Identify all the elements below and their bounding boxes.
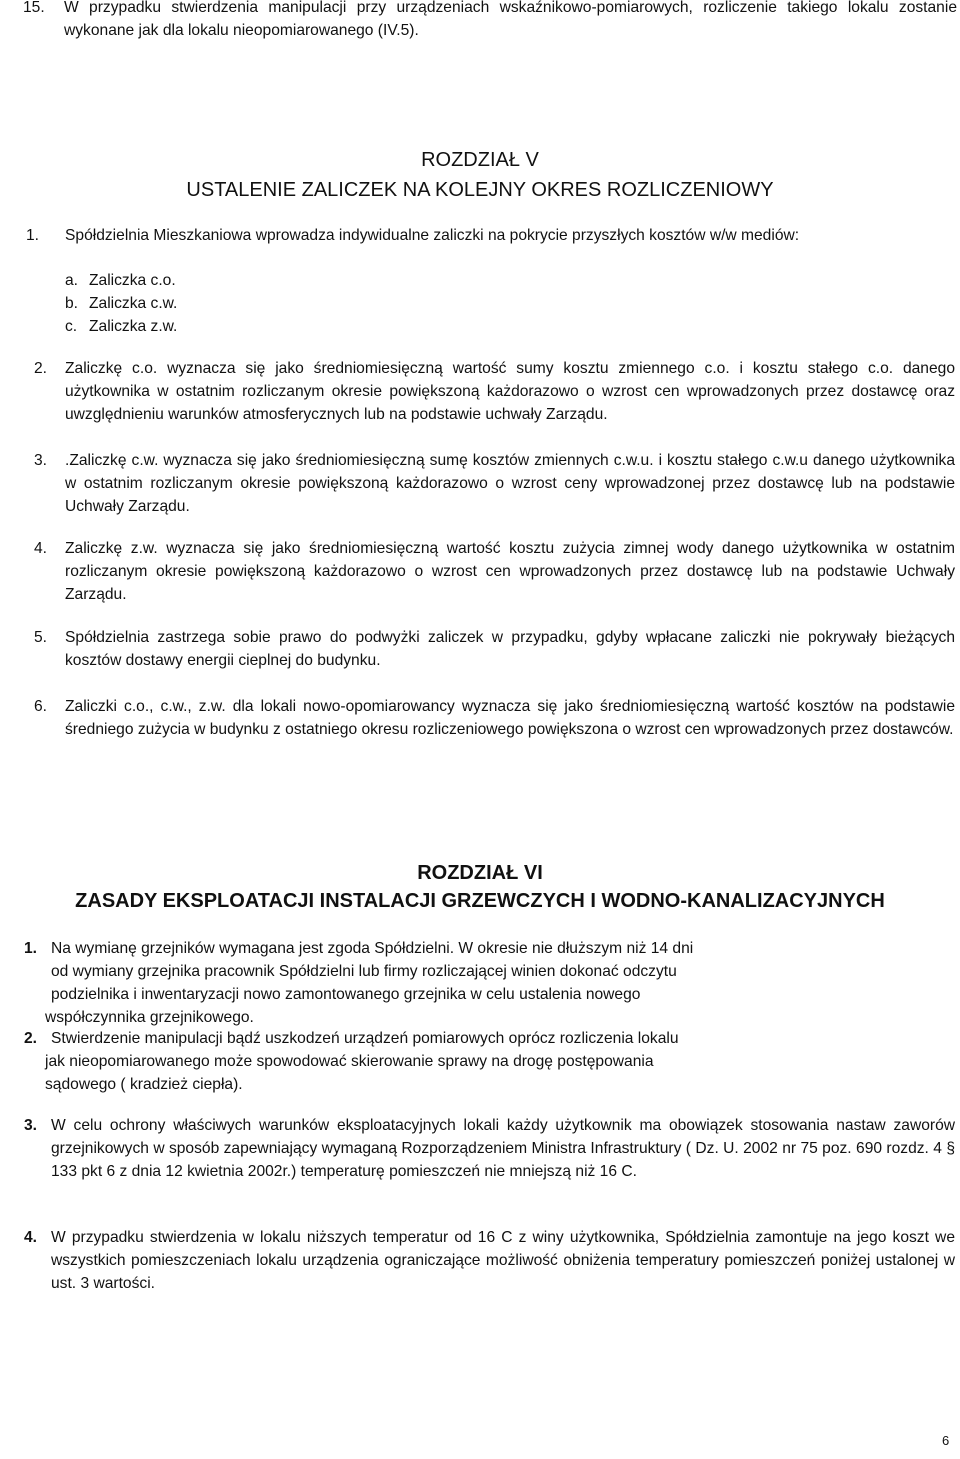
subitem-text: Zaliczka c.w. [89,295,178,312]
item-text: W przypadku stwierdzenia w lokalu niższych temperatur od 16 C z winy użytkownika, Spółdzielnia zamontuje na jego koszt we wszystkich pomieszczeniach lokalu urządzenia ograniczające możliwość obniżenia temperatury pomieszczeń poniżej ustalonej w ust. 3 wartości. [51,1229,955,1292]
item-number: 3. [24,1117,38,1134]
chapter-6-subtitle: ZASADY EKSPLOATACJI INSTALACJI GRZEWCZYCH I WODNO-KANALIZACYJNYCH [75,890,885,912]
subitem-letter: a. [65,272,79,289]
item-number: 6. [34,698,48,715]
item-line: Na wymianę grzejników wymagana jest zgoda Spółdzielni. W okresie nie dłuższym niż 14 dni [51,940,694,957]
item-number: 1. [24,940,38,957]
subitem-a [65,269,176,292]
paragraph-15 [23,0,957,42]
paragraph-number: 15. [23,0,45,16]
subitem-letter: c. [65,318,78,335]
item-line: podzielnika i inwentaryzacji nowo zamontowanego grzejnika w celu ustalenia nowego [51,986,641,1003]
subitem-c [65,315,177,338]
chapter-5-title: ROZDZIAŁ V [421,149,539,171]
item-text: Spółdzielnia zastrzega sobie prawo do podwyżki zaliczek w przypadku, gdyby wpłacane zaliczki nie pokrywały bieżących kosztów dostawy energii cieplnej do budynku. [65,629,955,669]
item-number: 2. [24,1030,38,1047]
item-text: Zaliczkę z.w. wyznacza się jako średniomiesięczną wartość kosztu zużycia zimnej wody danego użytkownika w ostatnim rozliczanym okresie powiększoną każdorazowo o wzrost cen wprowadzonych przez dostawcę lub na podstawie Uchwały Zarządu. [65,540,955,603]
item-number: 3. [34,452,48,469]
subitem-b [65,292,177,315]
chapter-5-item-1 [26,224,957,247]
chapter-5-subtitle: USTALENIE ZALICZEK NA KOLEJNY OKRES ROZLICZENIOWY [186,179,774,201]
subitem-text: Zaliczka z.w. [89,318,178,335]
item-number: 5. [34,629,48,646]
subitem-letter: b. [65,295,79,312]
item-line: Stwierdzenie manipulacji bądź uszkodzeń urządzeń pomiarowych oprócz rozliczenia lokalu [51,1030,679,1047]
item-text: Zaliczki c.o., c.w., z.w. dla lokali nowo-opomiarowancy wyznacza się jako średniomiesięczną wartość kosztów na podstawie średniego zużycia w budynku z ostatniego okresu rozliczeniowego powiększona o wzrost cen wprowadzonych przez dostawców. [65,698,955,738]
item-number: 2. [34,360,48,377]
chapter-5-item-4 [34,537,955,606]
item-line: sądowego ( kradzież ciepła). [45,1076,243,1093]
chapter-6-title: ROZDZIAŁ VI [417,862,543,884]
item-text: Zaliczkę c.o. wyznacza się jako średniomiesięczną wartość sumy kosztu zmiennego c.o. i kosztu stałego c.o. danego użytkownika w ostatnim rozliczanym okresie powiększoną każdorazowo o wzrost cen wprowadzonych przez dostawcę oraz uwzględnieniu warunków atmosferycznych lub na podstawie uchwały Zarządu. [65,360,955,423]
chapter-5-item-2 [34,357,955,426]
item-number: 1. [26,227,40,244]
item-line: współczynnika grzejnikowego. [45,1009,254,1026]
paragraph-text: W przypadku stwierdzenia manipulacji przy urządzeniach wskaźnikowo-pomiarowych, rozliczenie takiego lokalu zostanie wykonane jak dla lokalu nieopomiarowanego (IV.5). [64,0,957,39]
chapter-6-item-3 [24,1114,955,1183]
item-line: od wymiany grzejnika pracownik Spółdzielni lub firmy rozliczającej winien dokonać odczytu [51,963,677,980]
chapter-6-item-4 [24,1226,955,1295]
subitem-text: Zaliczka c.o. [89,272,176,289]
chapter-5-item-3 [34,449,955,518]
item-number: 4. [24,1229,38,1246]
item-line: jak nieopomiarowanego może spowodować skierowanie sprawy na drogę postępowania [45,1053,654,1070]
item-text: .Zaliczkę c.w. wyznacza się jako średniomiesięczną sumę kosztów zmiennych c.w.u. i kosztu stałego c.w.u danego użytkownika w ostatnim rozliczanym okresie powiększoną każdorazowo o wzrost ceny wprowadzonej przez dostawcę lub na podstawie Uchwały Zarządu. [65,452,955,515]
item-number: 4. [34,540,48,557]
chapter-5-item-6 [34,695,955,741]
chapter-5-item-5 [34,626,955,672]
item-text: Spółdzielnia Mieszkaniowa wprowadza indywidualne zaliczki na pokrycie przyszłych kosztów w/w mediów: [65,227,800,244]
page-number: 6 [942,1433,950,1448]
item-text: W celu ochrony właściwych warunków eksploatacyjnych lokali każdy użytkownik ma obowiązek stosowania nastaw zaworów grzejnikowych w sposób zapewniający wymaganą Rozporządzeniem Ministra Infrastruktury ( Dz. U. 2002 nr 75 poz. 690 rozdz. 4 § 133 pkt 6 z dnia 12 kwietnia 2002r.) temperaturę pomieszczeń nie mniejszą niż 16 C. [51,1117,955,1180]
